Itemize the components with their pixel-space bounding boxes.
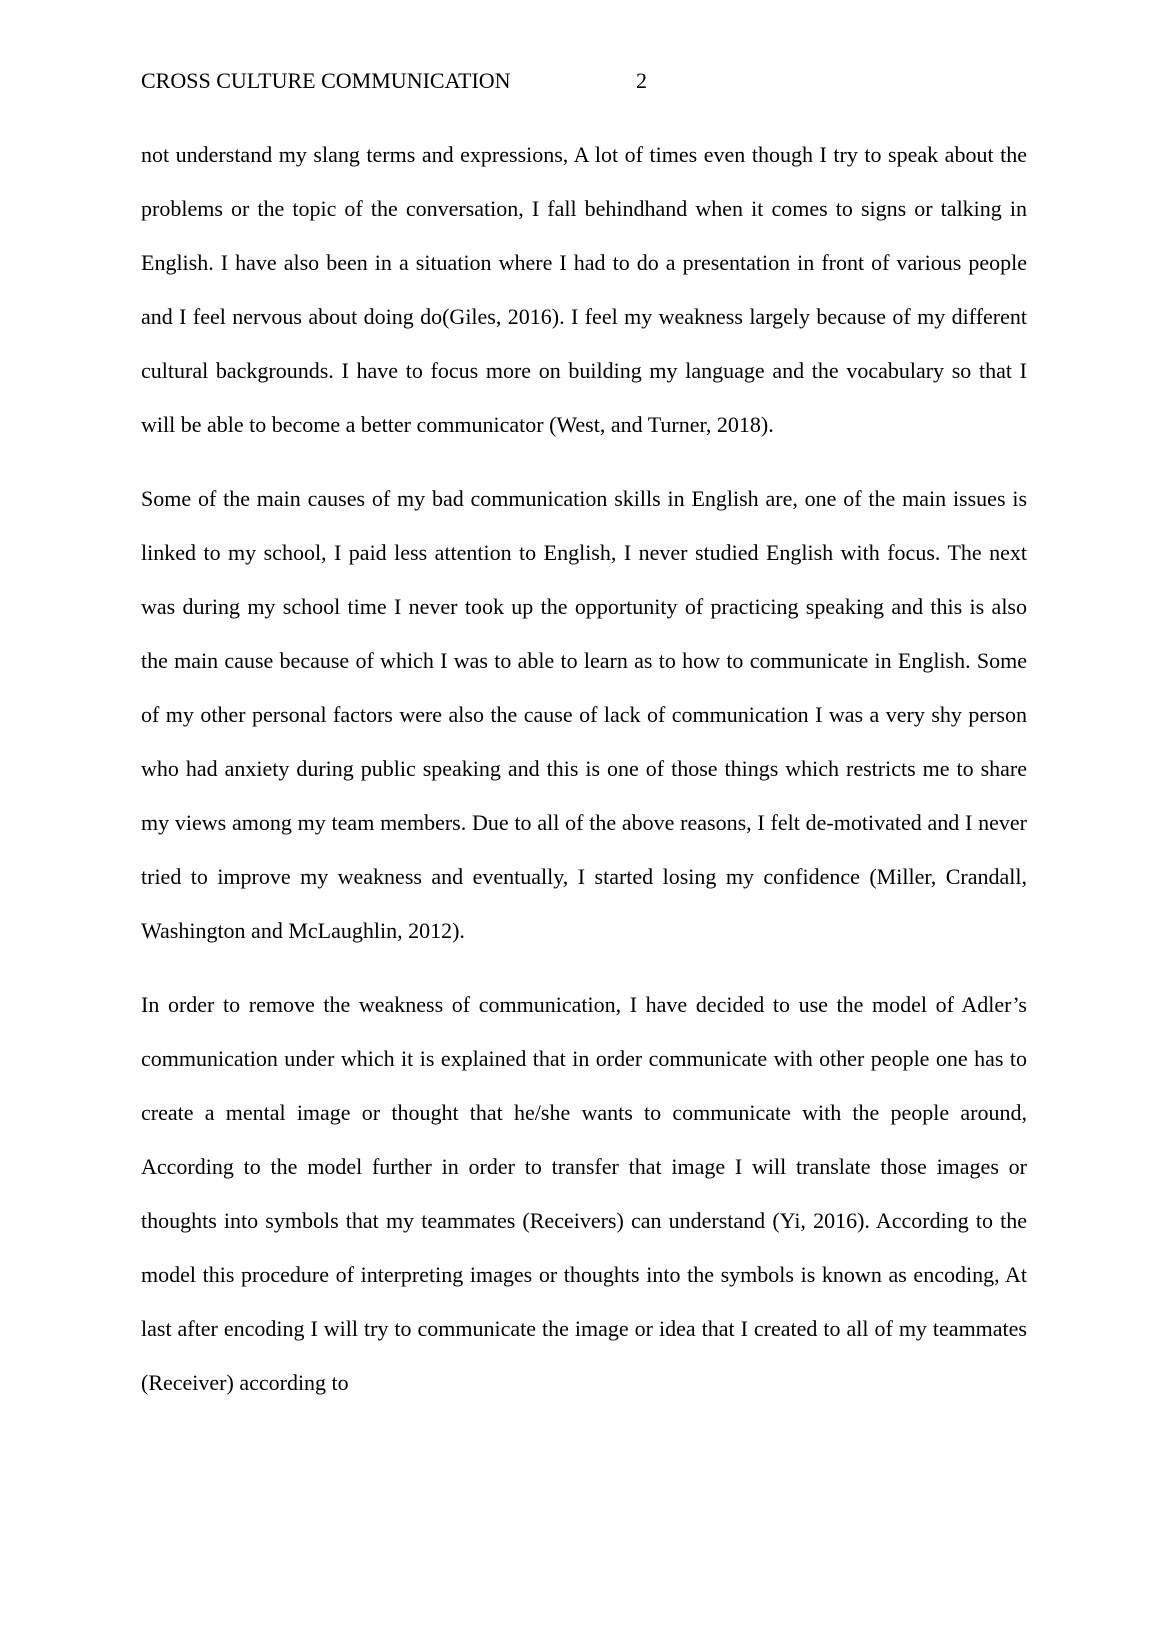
header-title: CROSS CULTURE COMMUNICATION bbox=[141, 68, 511, 93]
page-number: 2 bbox=[636, 68, 647, 93]
paragraph-3: In order to remove the weakness of communication, I have decided to use the model of Adler’s communication under which it is explained that in order communicate with other people one has to create a mental image or thought that he/she wants to communicate with the people around, According to the model further in order to transfer that image I will translate those images or thoughts into symbols that my teammates (Receivers) can understand (Yi, 2016). According to the model this procedure of interpreting images or thoughts into the symbols is known as encoding, At last after encoding I will try to communicate the image or idea that I created to all of my teammates (Receiver) according to bbox=[141, 992, 1027, 1395]
paragraph-2: Some of the main causes of my bad communication skills in English are, one of the main issues is linked to my school, I paid less attention to English, I never studied English with focus. The next was during my school time I never took up the opportunity of practicing speaking and this is also the main cause because of which I was to able to learn as to how to communicate in English. Some of my other personal factors were also the cause of lack of communication I was a very shy person who had anxiety during public speaking and this is one of those things which restricts me to share my views among my team members. Due to all of the above reasons, I felt de-motivated and I never tried to improve my weakness and eventually, I started losing my confidence (Miller, Crandall, Washington and McLaughlin, 2012). bbox=[141, 486, 1027, 943]
body-text bbox=[141, 128, 1027, 1410]
paragraph-1: not understand my slang terms and expressions, A lot of times even though I try to speak about the problems or the topic of the conversation, I fall behindhand when it comes to signs or talking in English. I have also been in a situation where I had to do a presentation in front of various people and I feel nervous about doing do(Giles, 2016). I feel my weakness largely because of my different cultural backgrounds. I have to focus more on building my language and the vocabulary so that I will be able to become a better communicator (West, and Turner, 2018). bbox=[141, 142, 1027, 437]
running-header bbox=[141, 66, 661, 96]
